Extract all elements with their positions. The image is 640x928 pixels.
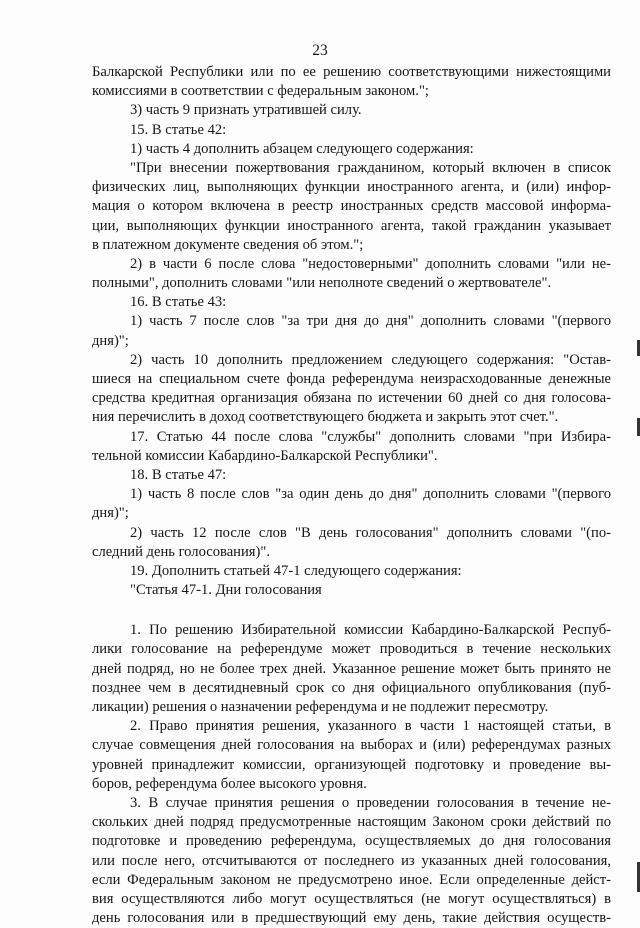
text-line: лики голосование на референдуме может проводиться в течение нескольких: [92, 641, 611, 658]
text-line: 1. По решению Избирательной комиссии Кабардино-Балкарской Респуб-: [130, 622, 611, 639]
text-line: случае совмещения дней голосования на выборах и (или) референдумах разных: [92, 737, 611, 754]
text-line: ции, выполняющих функции иностранного агента, такой гражданин указывает: [92, 217, 611, 234]
text-line: 3) часть 9 признать утратившей силу.: [130, 102, 362, 119]
text-line: 16. В статье 43:: [130, 294, 227, 311]
text-line: дней подряд, но не более трех дней. Указанное решение может быть принято не: [92, 660, 611, 677]
text-line: средства кредитная организация обязана по истечении 60 дней со дня голосова-: [92, 390, 611, 407]
text-line: боров, референдума более высокого уровня.: [92, 775, 367, 792]
text-line: или после него, отсчитываются от последнего из указанных дней голосования,: [92, 852, 611, 869]
text-line: Балкарской Республики или по ее решению соответствующими нижестоящими: [92, 64, 611, 80]
text-line: "Статья 47-1. Дни голосования: [130, 582, 322, 599]
text-line: следний день голосования)".: [92, 543, 270, 560]
text-line: дня)";: [92, 505, 129, 522]
text-line: мация о котором включена в реестр иностранных средств массовой информа-: [92, 198, 611, 215]
paragraph-gap: [92, 600, 611, 621]
text-line: 2) часть 10 дополнить предложением следующего содержания: "Остав-: [130, 351, 611, 368]
text-line: 18. В статье 47:: [130, 466, 227, 483]
text-line: если Федеральным законом не предусмотрено иное. Если определенные дейст-: [92, 871, 611, 888]
text-line: 15. В статье 42:: [130, 121, 227, 138]
text-line: уровней принадлежит комиссии, организующей подготовку и проведение вы-: [92, 756, 611, 773]
text-line: подготовке и проведению референдума, осуществляемых до дня голосования: [92, 833, 611, 850]
body-text: [92, 63, 611, 928]
text-line: в платежном документе сведения об этом.";: [92, 236, 364, 253]
text-line: 1) часть 4 дополнить абзацем следующего содержания:: [130, 140, 474, 157]
text-line: тельной комиссии Кабардино-Балкарской Республики".: [92, 447, 438, 464]
text-line: дня)";: [92, 332, 129, 349]
text-line: вия осуществляются либо могут осуществляться (не могут осуществляться) в: [92, 890, 611, 907]
text-line: 1) часть 8 после слов "за один день до дня" дополнить словами "(первого: [130, 486, 611, 503]
text-line: 1) часть 7 после слов "за три дня до дня" дополнить словами "(первого: [130, 313, 611, 330]
text-line: скольких дней подряд предусмотренные настоящим Законом сроки действий по: [92, 814, 611, 831]
text-line: 3. В случае принятия решения о проведении голосования в течение не-: [130, 794, 611, 811]
text-line: 2. Право принятия решения, указанного в части 1 настоящей статьи, в: [130, 718, 611, 735]
text-line: день голосования или в предшествующий ему день, такие действия осуществ-: [92, 910, 611, 927]
text-line: физических лиц, выполняющих функции иностранного агента, и (или) инфор-: [92, 179, 611, 196]
text-line: ния перечислить в доход соответствующего бюджета и закрыть этот счет.".: [92, 409, 559, 426]
text-line: полными", дополнить словами "или неполноте сведений о жертвователе".: [92, 275, 552, 292]
text-line: 17. Статью 44 после слова "службы" дополнить словами "при Избира-: [130, 428, 611, 445]
page-number: 23: [312, 42, 328, 59]
text-line: комиссиями в соответствии с федеральным законом.";: [92, 83, 429, 100]
text-line: 2) в части 6 после слова "недостоверными" дополнить словами "или не-: [130, 255, 611, 272]
text-line: 2) часть 12 после слов "В день голосования" дополнить словами "(по-: [130, 524, 611, 541]
text-line: 19. Дополнить статьей 47-1 следующего содержания:: [130, 562, 462, 579]
text-line: ликации) решения о назначении референдума и не подлежит пересмотру.: [92, 699, 549, 715]
text-line: шиеся на специальном счете фонда референдума неизрасходованные денежные: [92, 371, 611, 387]
text-line: "При внесении пожертвования гражданином, который включен в список: [130, 159, 611, 176]
text-line: позднее чем в десятидневный срок со дня официального опубликования (пуб-: [92, 679, 611, 696]
